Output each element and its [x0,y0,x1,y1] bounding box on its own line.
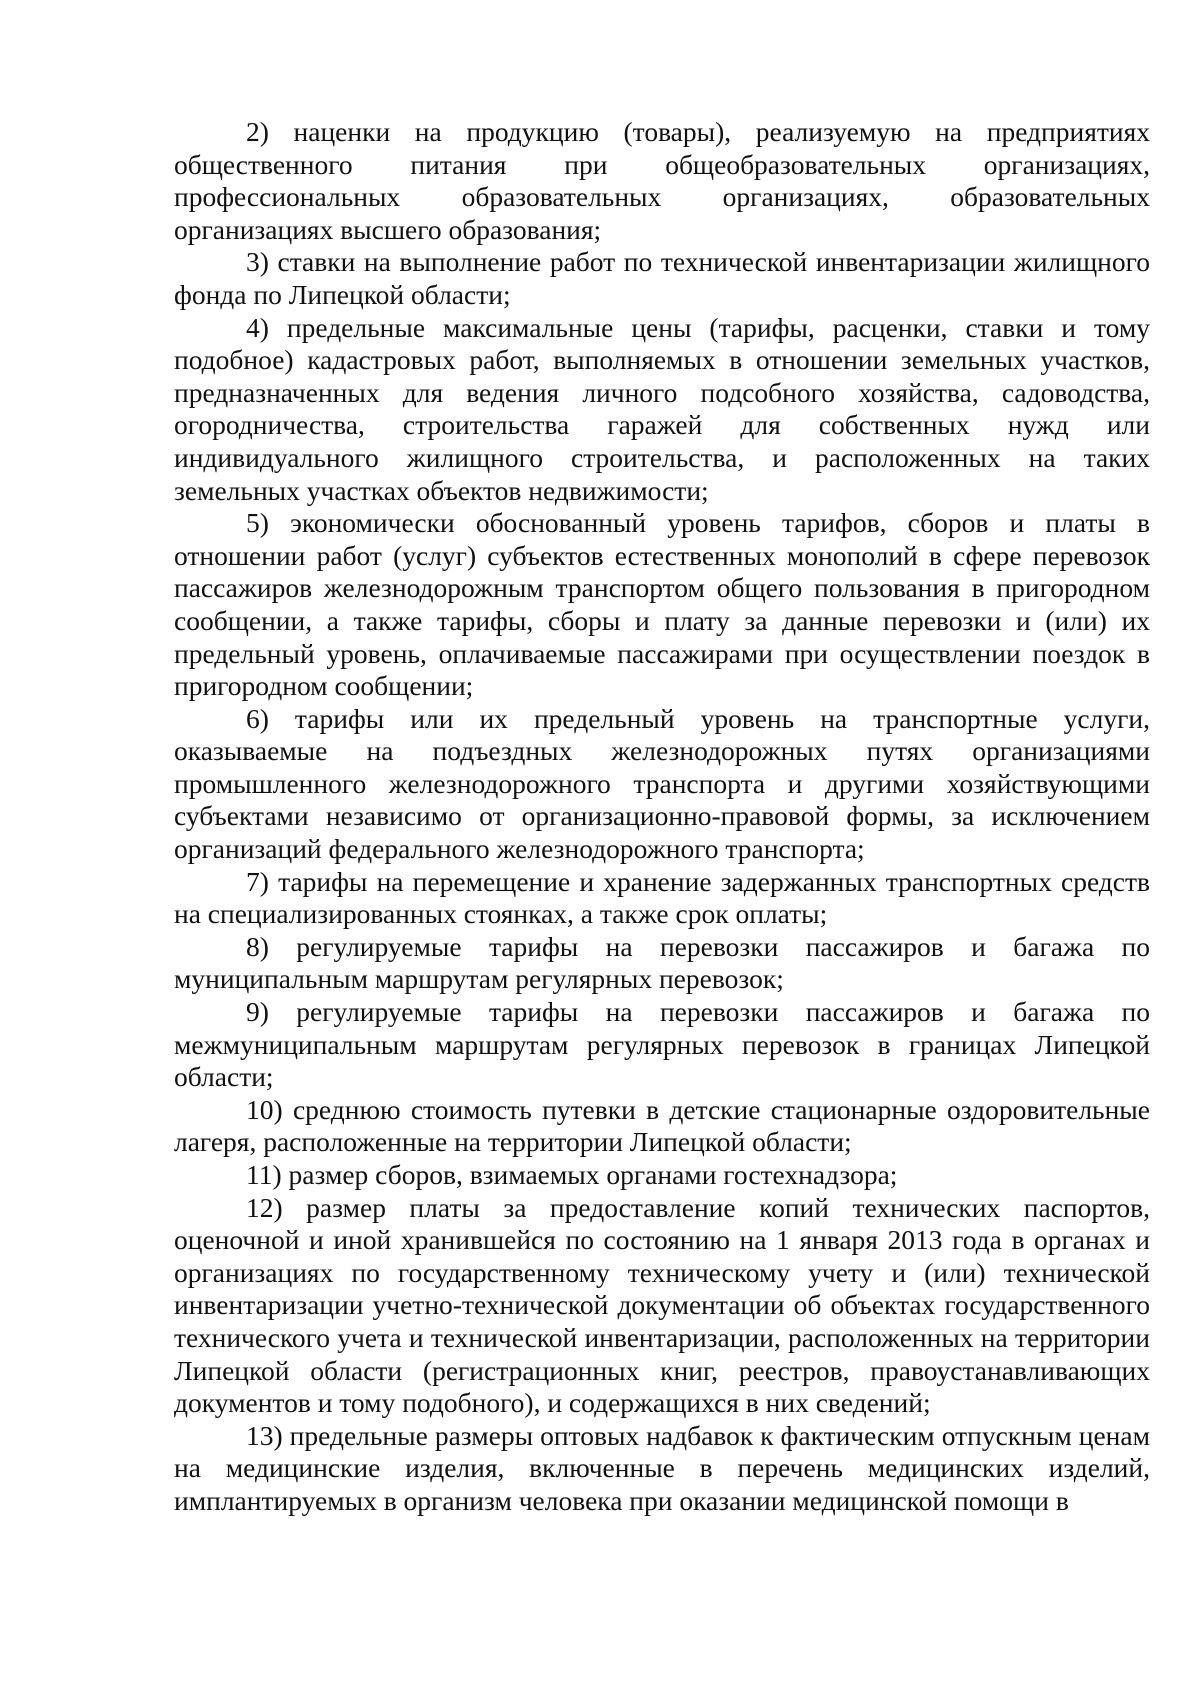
paragraph-item-8: 8) регулируемые тарифы на перевозки пассажиров и багажа по муниципальным маршрутам регулярных перевозок; [174,930,1150,995]
paragraph-item-5: 5) экономически обоснованный уровень тарифов, сборов и платы в отношении работ (услуг) субъектов естественных монополий в сфере перевозок пассажиров железнодорожным транспортом общего пользования в пригородном сообщении, а также тарифы, сборы и плату за данные перевозки и (или) их предельный уровень, оплачиваемые пассажирами при осуществлении поездок в пригородном сообщении; [174,507,1150,702]
paragraph-item-6: 6) тарифы или их предельный уровень на транспортные услуги, оказываемые на подъездных железнодорожных путях организациями промышленного железнодорожного транспорта и другими хозяйствующими субъектами независимо от организационно-правовой формы, за исключением организаций федерального железнодорожного транспорта; [174,702,1150,865]
paragraph-item-4: 4) предельные максимальные цены (тарифы, расценки, ставки и тому подобное) кадастровых работ, выполняемых в отношении земельных участков, предназначенных для ведения личного подсобного хозяйства, садоводства, огородничества, строительства гаражей для собственных нужд или индивидуального жилищного строительства, и расположенных на таких земельных участках объектов недвижимости; [174,311,1150,506]
document-page [174,116,1150,1518]
paragraph-item-11: 11) размер сборов, взимаемых органами гостехнадзора; [246,1159,898,1190]
paragraph-item-7: 7) тарифы на перемещение и хранение задержанных транспортных средств на специализированных стоянках, а также срок оплаты; [174,865,1150,930]
paragraph-item-12: 12) размер платы за предоставление копий технических паспортов, оценочной и иной хранившейся по состоянию на 1 января 2013 года в органах и организациях по государственному техническому учету и (или) технической инвентаризации учетно-технической документации об объектах государственного технического учета и технической инвентаризации, расположенных на территории Липецкой области (регистрационных книг, реестров, правоустанавливающих документов и тому подобного), и содержащихся в них сведений; [174,1191,1150,1419]
paragraph-item-13: 13) предельные размеры оптовых надбавок к фактическим отпускным ценам на медицинские изделия, включенные в перечень медицинских изделий, имплантируемых в организм человека при оказании медицинской помощи в [174,1419,1150,1516]
paragraph-item-3: 3) ставки на выполнение работ по технической инвентаризации жилищного фонда по Липецкой области; [174,246,1150,310]
paragraph-item-9: 9) регулируемые тарифы на перевозки пассажиров и багажа по межмуниципальным маршрутам регулярных перевозок в границах Липецкой области; [174,996,1150,1093]
paragraph-item-2: 2) наценки на продукцию (товары), реализуемую на предприятиях общественного питания при общеобразовательных организациях, профессиональных образовательных организациях, образовательных организациях высшего образования; [174,116,1150,245]
paragraph-item-10: 10) среднюю стоимость путевки в детские стационарные оздоровительные лагеря, расположенные на территории Липецкой области; [174,1093,1150,1158]
